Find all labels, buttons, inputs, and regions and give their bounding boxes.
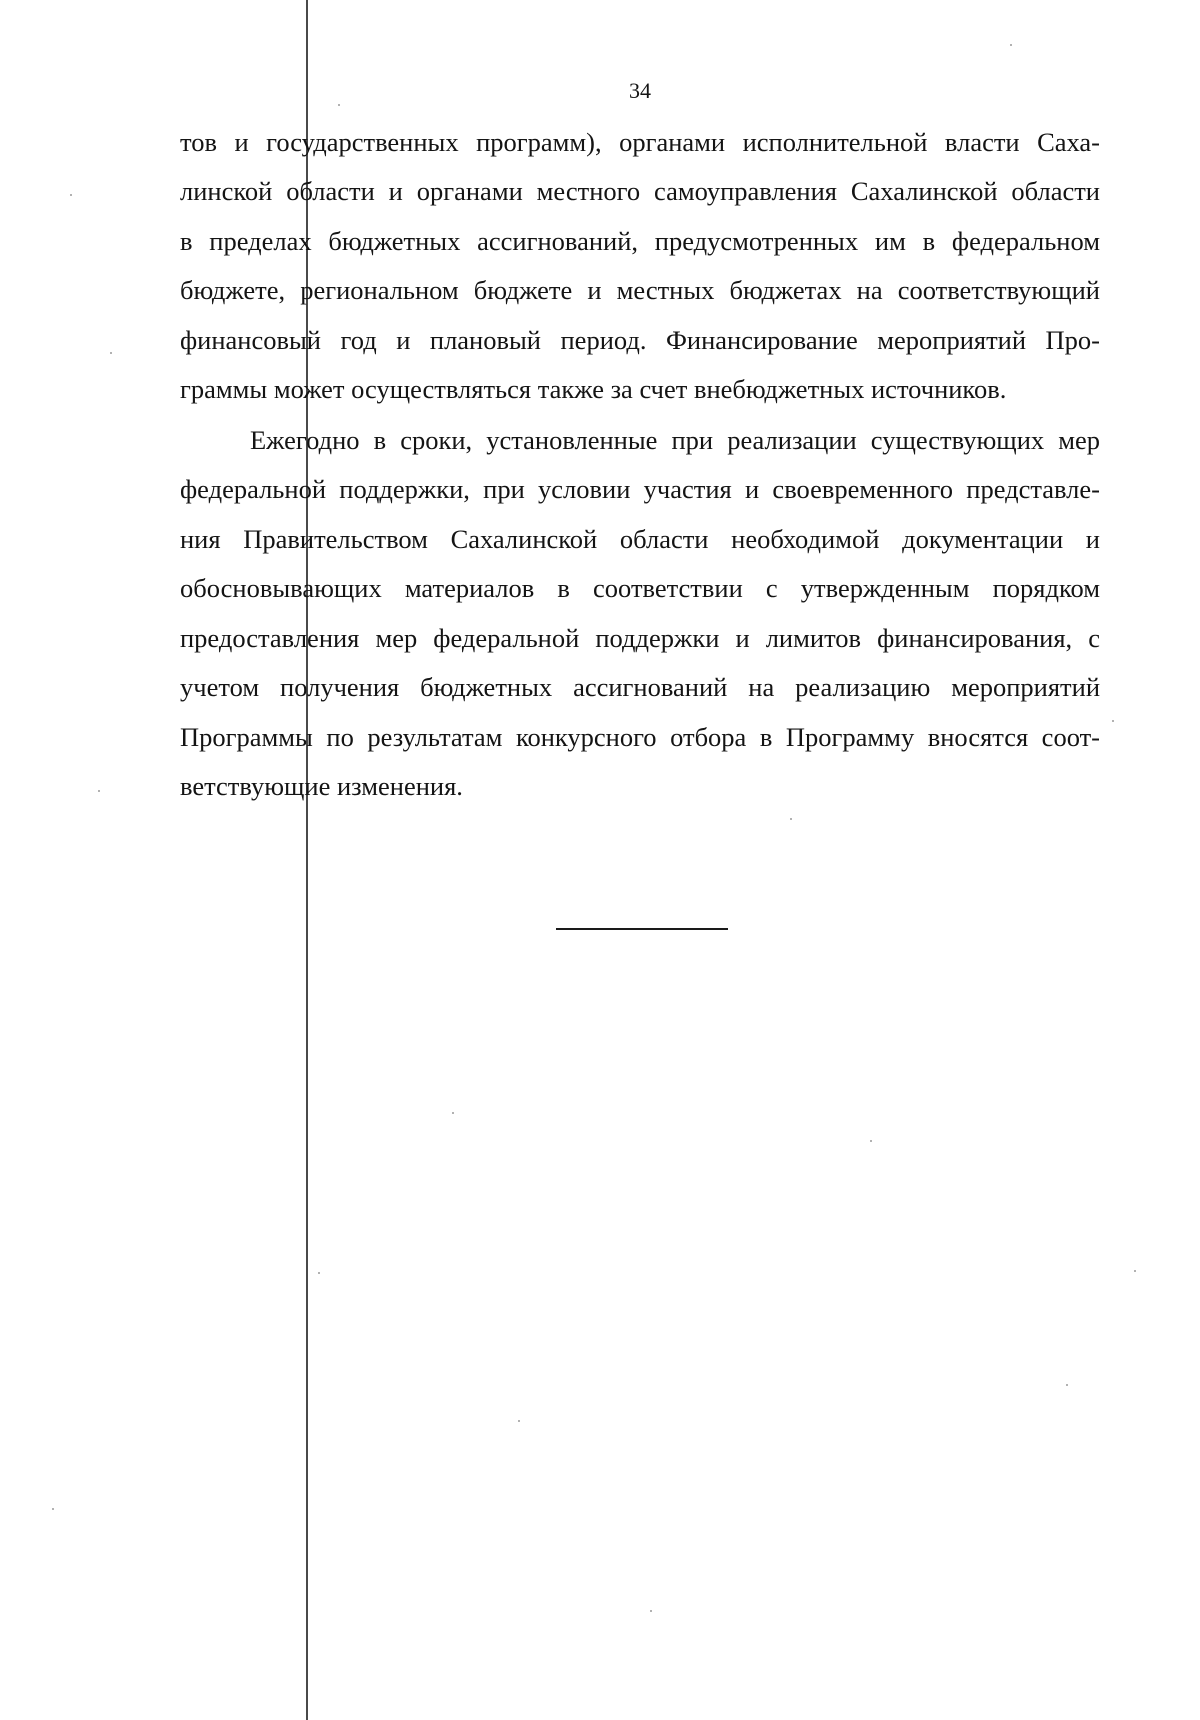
scan-speck: [452, 1112, 454, 1114]
paragraph-line: обосновывающих материалов в соответствии с утвержденным порядком: [180, 573, 1100, 603]
scan-speck: [1112, 720, 1114, 722]
paragraph-line: федеральной поддержки, при условии участия и своевременного представле-: [180, 474, 1100, 504]
paragraph-line: финансовый год и плановый период. Финансирование мероприятий Про-: [180, 325, 1100, 355]
scan-artifact-vertical-line: [306, 0, 308, 1720]
paragraph-line: в пределах бюджетных ассигнований, предусмотренных им в федеральном: [180, 226, 1100, 256]
paragraph-line: предоставления мер федеральной поддержки и лимитов финансирования, с: [180, 623, 1100, 653]
end-of-text-rule: [556, 928, 728, 930]
paragraph-line: ветствующие изменения.: [180, 771, 463, 801]
page-number: 34: [629, 78, 651, 103]
paragraph-line: бюджете, региональном бюджете и местных бюджетах на соответствующий: [180, 275, 1100, 305]
scan-speck: [1010, 44, 1012, 46]
paragraph-line: граммы может осуществляться также за счет внебюджетных источников.: [180, 374, 1007, 404]
scan-speck: [870, 1140, 872, 1142]
paragraph-line: учетом получения бюджетных ассигнований на реализацию мероприятий: [180, 672, 1100, 702]
scan-speck: [650, 1610, 652, 1612]
paragraph-line: Программы по результатам конкурсного отбора в Программу вносятся соот-: [180, 722, 1100, 752]
paragraph-line: ния Правительством Сахалинской области необходимой документации и: [180, 524, 1100, 554]
paragraph-line: линской области и органами местного самоуправления Сахалинской области: [180, 176, 1100, 206]
scan-speck: [790, 818, 792, 820]
scan-speck: [52, 1508, 54, 1510]
scan-speck: [98, 790, 100, 792]
scan-speck: [338, 104, 340, 106]
scan-speck: [70, 194, 72, 196]
paragraph-line: тов и государственных программ), органами исполнительной власти Саха-: [180, 127, 1100, 157]
paragraph-line: Ежегодно в сроки, установленные при реализации существующих мер: [250, 425, 1100, 455]
scan-speck: [518, 1420, 520, 1422]
scan-speck: [1134, 1270, 1136, 1272]
scan-speck: [1066, 1384, 1068, 1386]
scan-speck: [318, 1272, 320, 1274]
scan-speck: [110, 352, 112, 354]
